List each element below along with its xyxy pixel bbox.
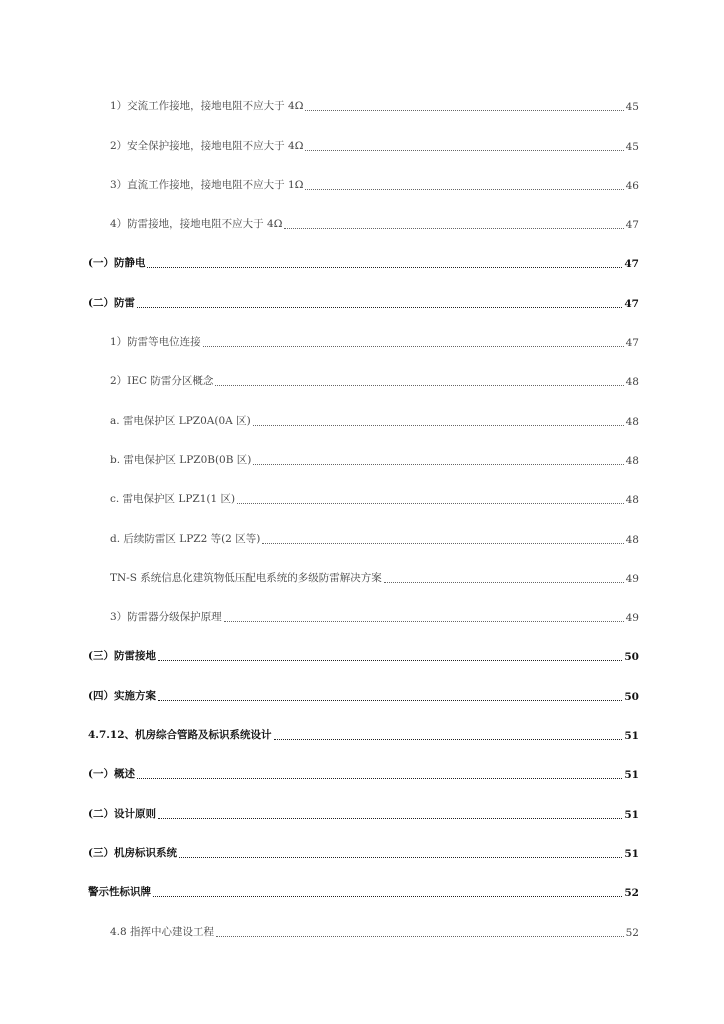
toc-entry[interactable]	[88, 868, 639, 907]
dot-leader	[262, 543, 623, 544]
dot-leader	[137, 307, 622, 308]
toc-entry-title: TN-S 系统信息化建筑物低压配电系统的多级防雷解决方案	[110, 571, 382, 584]
toc-entry-page-number: 45	[625, 140, 639, 153]
toc-entry-title: d. 后续防雷区 LPZ2 等(2 区等)	[110, 532, 261, 545]
dot-leader	[158, 660, 622, 661]
dot-leader	[153, 896, 622, 897]
toc-entry[interactable]	[88, 278, 639, 317]
toc-entry-title: 3）防雷器分级保护原理	[110, 611, 222, 624]
toc-entry-title: a. 雷电保护区 LPZ0A(0A 区)	[110, 414, 251, 427]
dot-leader	[203, 346, 624, 347]
dot-leader	[179, 857, 622, 858]
toc-entry[interactable]	[88, 200, 639, 239]
toc-entry[interactable]	[88, 161, 639, 200]
toc-entry-title: 2）IEC 防雷分区概念	[110, 375, 214, 388]
toc-entry[interactable]	[88, 907, 639, 946]
toc-entry-page-number: 45	[625, 101, 639, 114]
dot-leader	[237, 503, 624, 504]
toc-entry-title: (三）机房标识系统	[88, 846, 177, 859]
dot-leader	[216, 936, 624, 937]
dot-leader	[158, 700, 622, 701]
table-of-contents	[88, 82, 639, 947]
toc-entry-title: (一）概述	[88, 768, 135, 781]
toc-entry-page-number: 47	[625, 219, 639, 232]
toc-entry-title: 1）交流工作接地，接地电阻不应大于 4Ω	[110, 100, 304, 113]
dot-leader	[305, 150, 623, 151]
toc-entry-title: 1）防雷等电位连接	[110, 336, 201, 349]
dot-leader	[305, 189, 623, 190]
toc-entry-page-number: 48	[625, 454, 639, 467]
dot-leader	[215, 385, 623, 386]
dot-leader	[253, 464, 623, 465]
toc-entry[interactable]	[88, 554, 639, 593]
toc-entry-title: 4.7.12、机房综合管路及标识系统设计	[88, 729, 272, 742]
toc-entry[interactable]	[88, 475, 639, 514]
toc-entry-page-number: 48	[625, 533, 639, 546]
toc-entry-page-number: 49	[625, 612, 639, 625]
toc-entry-title: (二）防雷	[88, 296, 135, 309]
toc-entry[interactable]	[88, 750, 639, 789]
dot-leader	[137, 778, 622, 779]
toc-entry-page-number: 51	[624, 847, 639, 860]
toc-entry-title: (一）防静电	[88, 257, 146, 270]
toc-entry-page-number: 48	[625, 415, 639, 428]
toc-entry-page-number: 50	[624, 690, 639, 703]
dot-leader	[158, 818, 622, 819]
dot-leader	[147, 267, 622, 268]
toc-entry-title: (二）设计原则	[88, 807, 156, 820]
toc-entry[interactable]	[88, 593, 639, 632]
toc-entry[interactable]	[88, 396, 639, 435]
toc-entry[interactable]	[88, 829, 639, 868]
toc-entry-page-number: 47	[624, 258, 639, 271]
toc-entry-title: 4.8 指挥中心建设工程	[110, 925, 215, 938]
toc-entry-page-number: 48	[625, 376, 639, 389]
toc-entry[interactable]	[88, 514, 639, 553]
dot-leader	[274, 739, 623, 740]
dot-leader	[384, 582, 624, 583]
dot-leader	[224, 621, 624, 622]
toc-entry-title: (三）防雷接地	[88, 650, 156, 663]
toc-entry[interactable]	[88, 436, 639, 475]
toc-entry[interactable]	[88, 239, 639, 278]
toc-entry[interactable]	[88, 82, 639, 121]
toc-entry-title: 警示性标识牌	[88, 886, 151, 899]
toc-entry-page-number: 52	[625, 926, 639, 939]
toc-entry[interactable]	[88, 357, 639, 396]
toc-entry-page-number: 52	[624, 887, 639, 900]
toc-entry-page-number: 51	[624, 730, 639, 743]
toc-entry[interactable]	[88, 711, 639, 750]
toc-entry-page-number: 51	[624, 769, 639, 782]
toc-entry[interactable]	[88, 121, 639, 160]
toc-entry-page-number: 49	[625, 572, 639, 585]
dot-leader	[284, 228, 623, 229]
toc-entry[interactable]	[88, 318, 639, 357]
toc-entry[interactable]	[88, 789, 639, 828]
toc-entry-title: 4）防雷接地，接地电阻不应大于 4Ω	[110, 218, 283, 231]
dot-leader	[305, 110, 623, 111]
toc-entry[interactable]	[88, 671, 639, 710]
toc-entry-page-number: 48	[625, 494, 639, 507]
toc-entry-title: (四）实施方案	[88, 689, 156, 702]
toc-entry-title: c. 雷电保护区 LPZ1(1 区)	[110, 493, 236, 506]
toc-entry-title: 3）直流工作接地，接地电阻不应大于 1Ω	[110, 178, 304, 191]
toc-entry-title: 2）安全保护接地，接地电阻不应大于 4Ω	[110, 139, 304, 152]
toc-entry-title: b. 雷电保护区 LPZ0B(0B 区)	[110, 453, 252, 466]
toc-entry[interactable]	[88, 632, 639, 671]
toc-entry-page-number: 50	[624, 651, 639, 664]
dot-leader	[253, 425, 624, 426]
toc-entry-page-number: 47	[625, 337, 639, 350]
toc-entry-page-number: 47	[624, 297, 639, 310]
toc-entry-page-number: 51	[624, 808, 639, 821]
toc-entry-page-number: 46	[625, 179, 639, 192]
